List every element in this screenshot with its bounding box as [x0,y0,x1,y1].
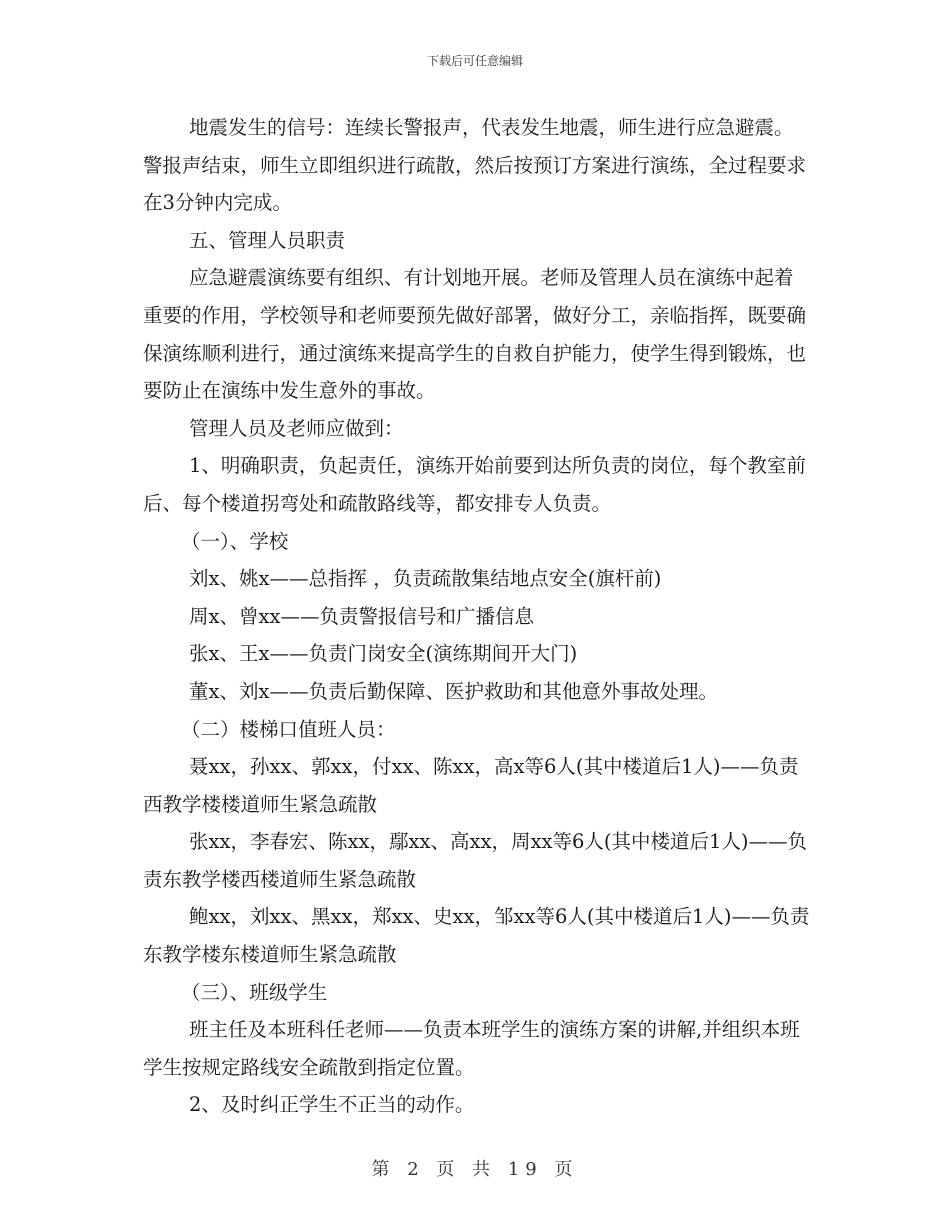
section-heading-manager-duties: 五、管理人员职责 [189,228,346,252]
subheading-school: （一）、学校 [181,529,289,553]
paragraph-earthquake-signal: 地震发生的信号：连续长警报声，代表发生地震，师生进行应急避震。警报声结束，师生立即组织进行疏散，然后按预订方案进行演练，全过程要求在3分钟内完成。 [143,116,807,215]
list-item-commander: 刘x、姚x——总指挥 ，负责疏散集结地点安全(旗杆前) [189,567,662,591]
subheading-stair-duty: （二）楼梯口值班人员： [181,717,396,741]
paragraph-clarify-duties: 1、明确职责，负起责任，演练开始前要到达所负责的岗位，每个教室前后、每个楼道拐弯处和疏散路线等，都安排专人负责。 [143,454,806,515]
paragraph-class-teachers: 班主任及本班科任老师——负责本班学生的演练方案的讲解,并组织本班学生按规定路线安全疏散到指定位置。 [143,1018,800,1079]
paragraph-correct-actions: 2、及时纠正学生不正当的动作。 [189,1093,475,1117]
document-body [143,109,811,1124]
page-header: 下载后可任意编辑 [426,54,523,68]
subheading-class-students: （三）、班级学生 [181,980,328,1004]
list-item-east-building-west: 张xx，李春宏、陈xx，鄢xx、高xx，周xx等6人(其中楼道后1人)——负责东教学楼西楼道师生紧急疏散 [143,830,808,891]
paragraph-manager-requirements: 管理人员及老师应做到： [189,416,404,440]
list-item-east-building-east: 鲍xx，刘xx、黑xx，郑xx、史xx，邹xx等6人(其中楼道后1人)——负责东教学楼东楼道师生紧急疏散 [143,905,810,967]
paragraph-drill-organization: 应急避震演练要有组织、有计划地开展。老师及管理人员在演练中起着重要的作用，学校领导和老师要预先做好部署，做好分工，亲临指挥，既要确保演练顺利进行，通过演练来提高学生的自救自护能力，使学生得到锻炼，也要防止在演练中发生意外的事故。 [143,266,807,403]
list-item-west-building: 聂xx，孙xx、郭xx，付xx、陈xx，高x等6人(其中楼道后1人)——负责西教学楼楼道师生紧急疏散 [143,755,799,816]
list-item-gate: 张x、王x——负责门岗安全(演练期间开大门) [189,642,578,666]
page-footer: 第 2 页 共 19 页 [371,1159,579,1180]
list-item-logistics: 董x、刘x——负责后勤保障、医护救助和其他意外事故处理。 [189,679,718,703]
list-item-alarm: 周x、曾xx——负责警报信号和广播信息 [189,604,534,628]
